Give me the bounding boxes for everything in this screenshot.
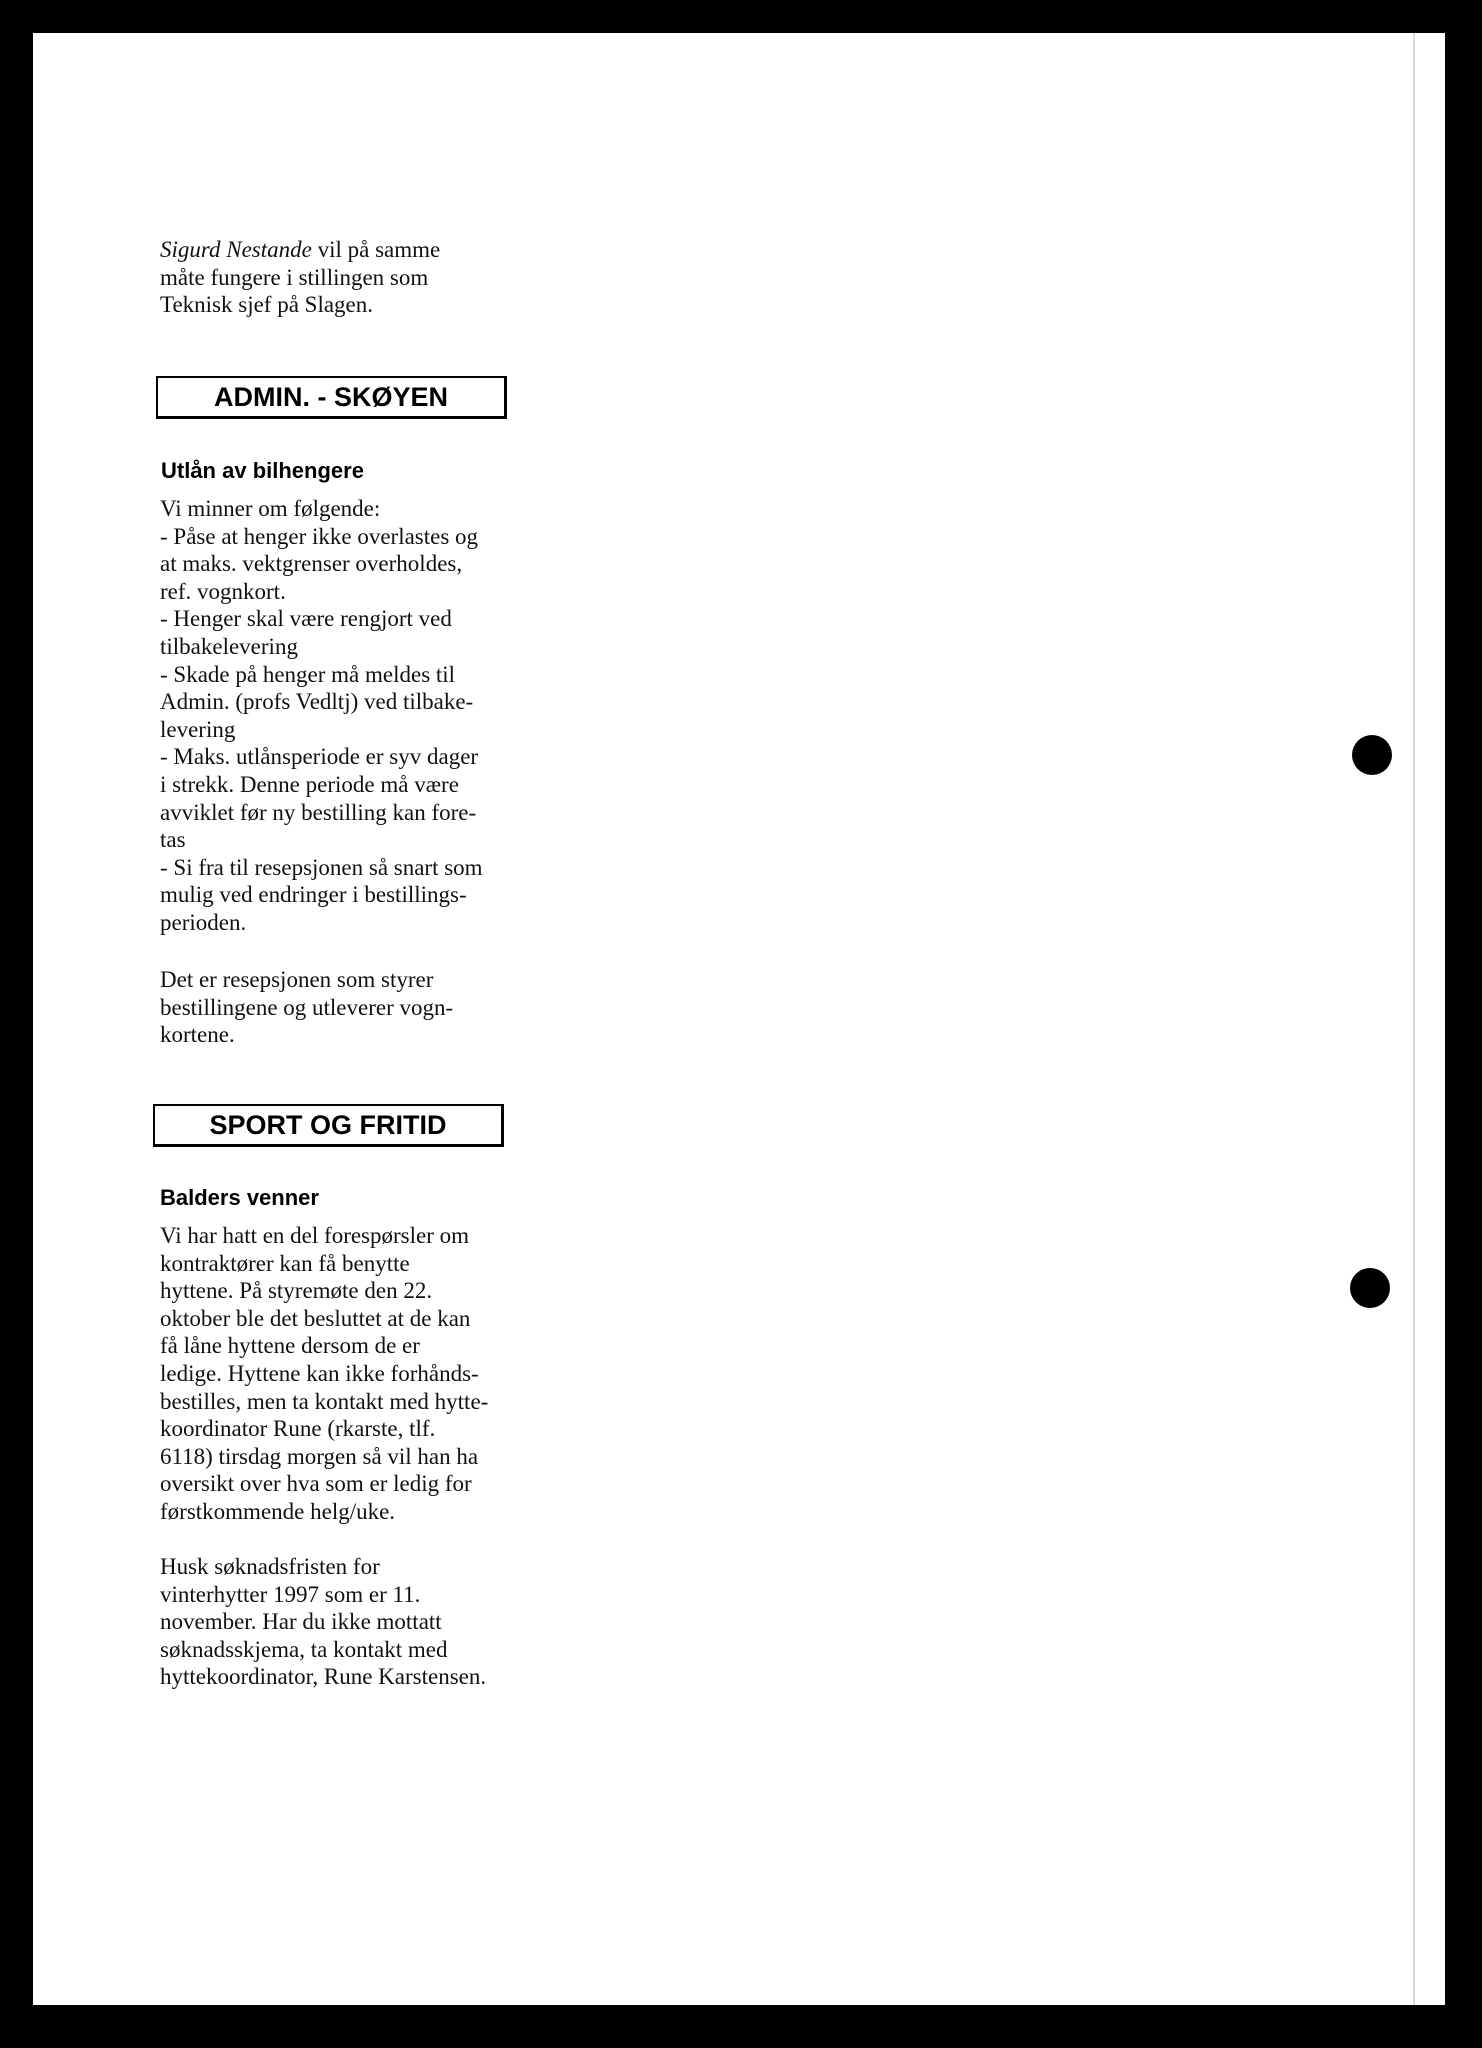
intro-person-name: Sigurd Nestande bbox=[160, 237, 312, 262]
intro-block bbox=[160, 236, 520, 319]
section-title-box-admin bbox=[156, 376, 507, 419]
admin-paragraph-reception: Det er resepsjonen som styrer bestillingene og utleverer vogn- kortene. bbox=[160, 967, 454, 1048]
section-title-admin: ADMIN. - SKØYEN bbox=[213, 381, 448, 412]
section-body-sport bbox=[160, 1222, 520, 1526]
intro-paragraph bbox=[160, 236, 520, 319]
section-body-admin-2 bbox=[160, 966, 520, 1049]
scan-edge-line bbox=[1413, 33, 1415, 2005]
section-title-box-sport bbox=[153, 1104, 504, 1147]
admin-paragraph-rules: Vi minner om følgende: - Påse at henger ikke overlastes og at maks. vektgrenser overholdes, ref. vognkort. - Henger skal være rengjort ved tilbakelevering - Skade på henger må meldes til Admin. (profs Vedltj) ved tilbake- levering - Maks. utlånsperiode er syv dager i strekk. Denne periode må være avviklet før ny bestilling kan fore- tas - Si fra til resepsjonen så snart som mulig ved endringer i bestillings- perioden. bbox=[160, 496, 483, 935]
punch-hole-top bbox=[1352, 735, 1392, 775]
intro-text: vil på samme måte fungere i stillingen som Teknisk sjef på Slagen. bbox=[160, 237, 441, 318]
section-title-sport: SPORT OG FRITID bbox=[209, 1109, 447, 1140]
heading-utlan-bilhengere: Utlån av bilhengere bbox=[161, 458, 364, 483]
sport-paragraph-cabins: Vi har hatt en del forespørsler om kontraktører kan få benytte hyttene. På styremøte den 22. oktober ble det besluttet at de kan få låne hyttene dersom de er ledige. Hyttene kan ikke forhånds- bestilles, men ta kontakt med hytte- koordinator Rune (rkarste, tlf. 6118) tirsdag morgen så vil han ha oversikt over hva som er ledig for førstkommende helg/uke. bbox=[160, 1223, 489, 1524]
sport-paragraph-deadline: Husk søknadsfristen for vinterhytter 1997 som er 11. november. Har du ikke mottatt søknadsskjema, ta kontakt med hyttekoordinator, Rune Karstensen. bbox=[160, 1554, 487, 1690]
section-body-sport-2 bbox=[160, 1553, 520, 1691]
section-body-admin bbox=[160, 495, 520, 937]
heading-balders-venner: Balders venner bbox=[160, 1185, 319, 1210]
punch-hole-bottom bbox=[1350, 1268, 1390, 1308]
